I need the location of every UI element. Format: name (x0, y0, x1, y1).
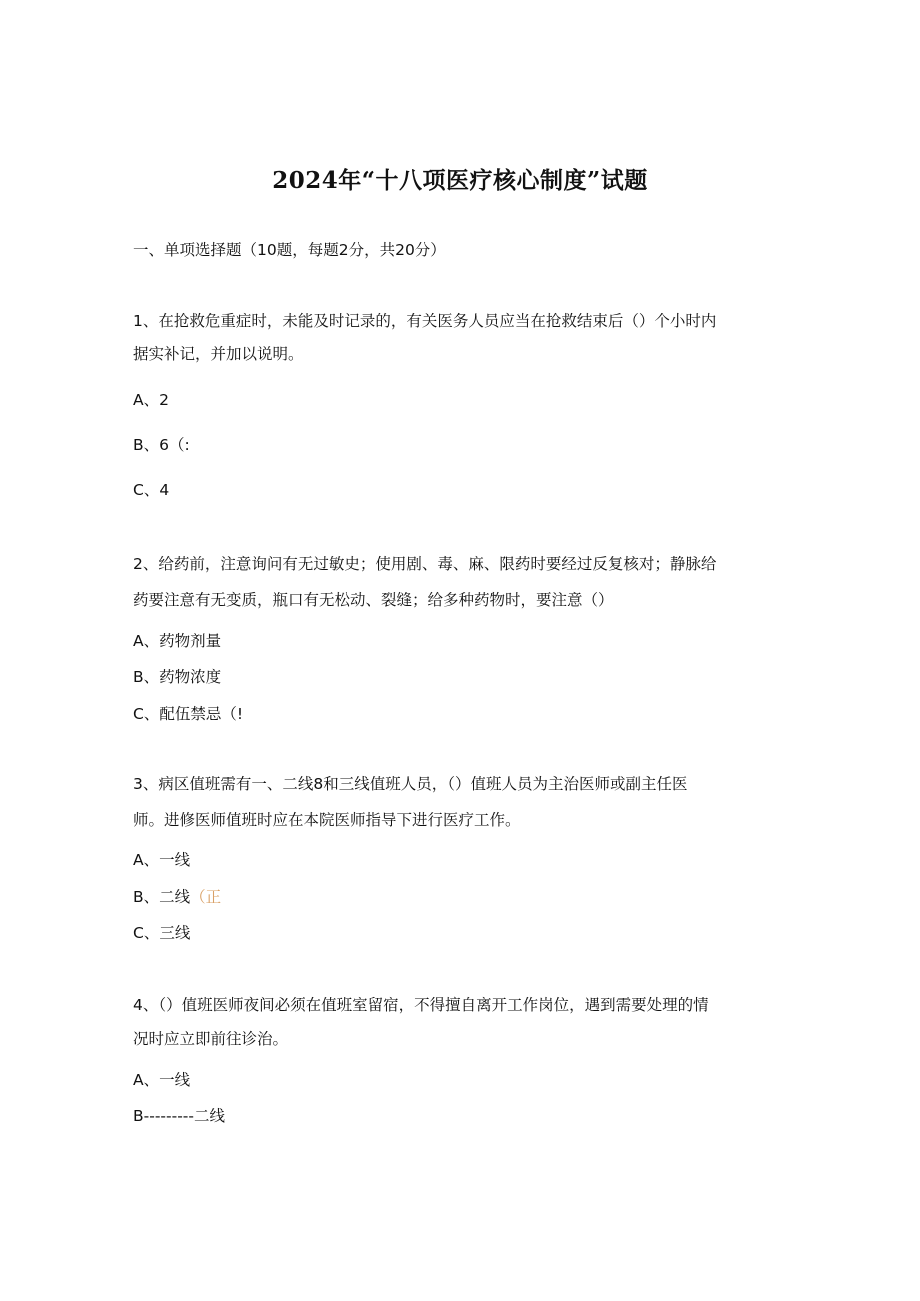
question-1-stem-line-1: 1、在抢救危重症时，未能及时记录的，有关医务人员应当在抢救结束后（）个小时内 (133, 312, 717, 330)
question-1-option-c: C、4 (133, 481, 170, 499)
question-2-option-c: C、配伍禁忌（! (133, 705, 244, 723)
question-3-option-b (133, 887, 221, 907)
question-4-option-a: A、一线 (133, 1071, 191, 1089)
question-1-stem-line-2: 据实补记，并加以说明。 (133, 345, 304, 363)
question-1-option-a: A、2 (133, 391, 169, 409)
question-2-option-b: B、药物浓度 (133, 668, 222, 686)
question-3-stem-line-2: 师。进修医师值班时应在本院医师指导下进行医疗工作。 (133, 811, 521, 829)
question-2-option-a: A、药物剂量 (133, 632, 222, 650)
question-4-stem-line-2: 况时应立即前往诊治。 (133, 1030, 289, 1048)
question-4-stem-line-1: 4、（）值班医师夜间必须在值班室留宿，不得擅自离开工作岗位，遇到需要处理的情 (133, 996, 709, 1014)
question-1-option-b: B、6（: (133, 436, 190, 454)
question-3-stem-line-1: 3、病区值班需有一、二线8和三线值班人员，（）值班人员为主治医师或副主任医 (133, 775, 688, 793)
question-2-stem-line-2: 药要注意有无变质，瓶口有无松动、裂缝；给多种药物时，要注意（） (133, 591, 614, 609)
section-heading: 一、单项选择题（10题，每题2分，共20分） (133, 241, 446, 259)
question-3-option-a: A、一线 (133, 851, 191, 869)
question-2-stem-line-1: 2、给药前，注意询问有无过敏史；使用剧、毒、麻、限药时要经过反复核对；静脉给 (133, 555, 717, 573)
question-4-option-b: B---------二线 (133, 1107, 225, 1125)
document-title: 2024年“十八项医疗核心制度”试题 (272, 167, 648, 194)
question-3-option-b-text: B、二线 (133, 888, 191, 906)
question-3-option-b-mark: （正 (190, 888, 222, 906)
question-3-option-c: C、三线 (133, 924, 191, 942)
